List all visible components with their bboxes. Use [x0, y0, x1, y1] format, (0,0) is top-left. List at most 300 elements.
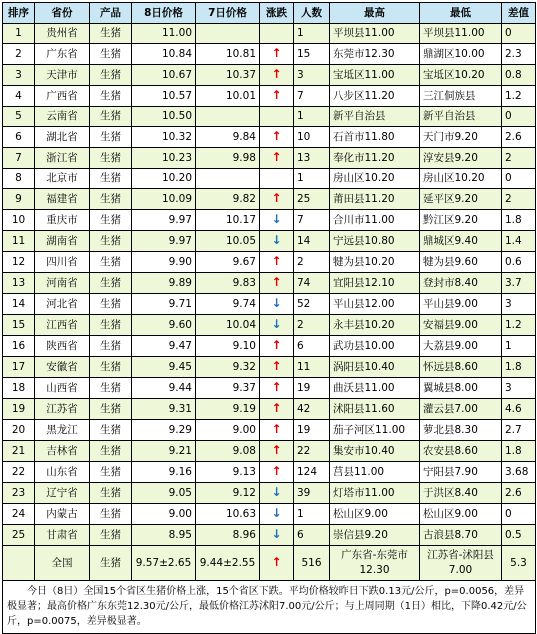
down-arrow-icon: ↓ — [271, 506, 282, 520]
down-arrow-icon: ↓ — [271, 212, 282, 226]
header-diff: 差值 — [502, 3, 536, 24]
price-8-cell: 9.60 — [132, 315, 196, 336]
province-cell: 陕西省 — [35, 336, 90, 357]
price-7-cell: 9.67 — [196, 252, 260, 273]
diff-cell: 0.5 — [502, 525, 536, 546]
trend-cell — [260, 65, 294, 86]
table-row — [3, 504, 536, 525]
low-cell: 平山县9.00 — [420, 294, 502, 315]
count-cell: 6 — [294, 336, 330, 357]
product-cell: 生猪 — [90, 189, 132, 210]
product-cell: 生猪 — [90, 210, 132, 231]
rank-cell: 13 — [3, 273, 35, 294]
count-cell: 2 — [294, 315, 330, 336]
rank-cell: 24 — [3, 504, 35, 525]
rank-cell: 9 — [3, 189, 35, 210]
up-arrow-icon: ↑ — [271, 150, 282, 164]
product-cell: 生猪 — [90, 483, 132, 504]
trend-cell — [260, 462, 294, 483]
diff-cell: 0 — [502, 169, 536, 189]
province-cell: 黑龙江 — [35, 420, 90, 441]
high-cell: 平坝县11.00 — [330, 24, 420, 44]
price-7-cell — [196, 107, 260, 127]
total-trend — [260, 546, 294, 581]
province-cell: 江西省 — [35, 315, 90, 336]
down-arrow-icon: ↓ — [271, 317, 282, 331]
total-row — [3, 546, 536, 581]
header-trend: 涨跌 — [260, 3, 294, 24]
price-7-cell: 9.08 — [196, 441, 260, 462]
low-cell: 大荔县9.00 — [420, 336, 502, 357]
trend-cell — [260, 399, 294, 420]
diff-cell: 0.8 — [502, 65, 536, 86]
high-cell: 石首市11.80 — [330, 127, 420, 148]
price-8-cell: 10.67 — [132, 65, 196, 86]
trend-cell — [260, 86, 294, 107]
high-cell: 房山区10.20 — [330, 169, 420, 189]
up-arrow-icon: ↑ — [271, 254, 282, 268]
rank-cell: 4 — [3, 86, 35, 107]
diff-cell: 1.8 — [502, 357, 536, 378]
price-table — [2, 2, 536, 634]
product-cell: 生猪 — [90, 294, 132, 315]
trend-cell — [260, 169, 294, 189]
low-cell: 宝坻区10.20 — [420, 65, 502, 86]
diff-cell: 1.2 — [502, 315, 536, 336]
high-cell: 八步区11.20 — [330, 86, 420, 107]
high-cell: 武功县10.00 — [330, 336, 420, 357]
summary-cell — [3, 581, 536, 634]
trend-cell — [260, 252, 294, 273]
count-cell: 74 — [294, 273, 330, 294]
table-row — [3, 483, 536, 504]
price-7-cell: 10.81 — [196, 44, 260, 65]
table-header-row — [3, 3, 536, 24]
up-arrow-icon: ↑ — [271, 443, 282, 457]
table-row — [3, 273, 536, 294]
product-cell: 生猪 — [90, 378, 132, 399]
low-cell: 古浪县8.70 — [420, 525, 502, 546]
header-price-7: 7日价格 — [196, 3, 260, 24]
province-cell: 广东省 — [35, 44, 90, 65]
product-cell: 生猪 — [90, 462, 132, 483]
low-cell: 三江侗族县 — [420, 86, 502, 107]
low-cell: 犍为县9.60 — [420, 252, 502, 273]
table-row — [3, 210, 536, 231]
table-row — [3, 525, 536, 546]
low-cell: 灌云县7.00 — [420, 399, 502, 420]
low-cell: 松山区9.00 — [420, 504, 502, 525]
table-row — [3, 378, 536, 399]
rank-cell: 15 — [3, 315, 35, 336]
high-cell: 灯塔市11.00 — [330, 483, 420, 504]
price-7-cell: 10.63 — [196, 504, 260, 525]
rank-cell: 12 — [3, 252, 35, 273]
diff-cell: 3 — [502, 294, 536, 315]
table-row — [3, 231, 536, 252]
product-cell: 生猪 — [90, 44, 132, 65]
price-8-cell: 9.29 — [132, 420, 196, 441]
table-row — [3, 315, 536, 336]
count-cell: 39 — [294, 483, 330, 504]
trend-cell — [260, 315, 294, 336]
high-cell: 茄子河区11.00 — [330, 420, 420, 441]
up-arrow-icon: ↑ — [271, 380, 282, 394]
table-row — [3, 189, 536, 210]
diff-cell: 0.6 — [502, 252, 536, 273]
price-8-cell: 9.16 — [132, 462, 196, 483]
low-cell: 新平自治县 — [420, 107, 502, 127]
down-arrow-icon: ↓ — [271, 485, 282, 499]
product-cell: 生猪 — [90, 169, 132, 189]
province-cell: 江苏省 — [35, 399, 90, 420]
count-cell: 25 — [294, 189, 330, 210]
price-7-cell: 9.32 — [196, 357, 260, 378]
low-cell: 安福县9.00 — [420, 315, 502, 336]
trend-cell — [260, 273, 294, 294]
price-7-cell: 10.04 — [196, 315, 260, 336]
product-cell: 生猪 — [90, 107, 132, 127]
trend-cell — [260, 378, 294, 399]
province-cell: 湖南省 — [35, 231, 90, 252]
price-7-cell: 9.12 — [196, 483, 260, 504]
up-arrow-icon: ↑ — [271, 129, 282, 143]
count-cell: 124 — [294, 462, 330, 483]
product-cell: 生猪 — [90, 525, 132, 546]
product-cell: 生猪 — [90, 273, 132, 294]
trend-cell — [260, 210, 294, 231]
high-cell: 崇信县9.20 — [330, 525, 420, 546]
count-cell: 1 — [294, 169, 330, 189]
price-8-cell: 9.21 — [132, 441, 196, 462]
up-arrow-icon: ↑ — [271, 359, 282, 373]
province-cell: 广西省 — [35, 86, 90, 107]
diff-cell: 2.6 — [502, 127, 536, 148]
product-cell: 生猪 — [90, 24, 132, 44]
header-price-8: 8日价格 — [132, 3, 196, 24]
price-7-cell: 9.19 — [196, 399, 260, 420]
table-row — [3, 441, 536, 462]
price-8-cell: 9.00 — [132, 504, 196, 525]
diff-cell: 3.68 — [502, 462, 536, 483]
count-cell: 1 — [294, 24, 330, 44]
total-price-8: 9.57±2.65 — [132, 546, 196, 581]
product-cell: 生猪 — [90, 336, 132, 357]
trend-cell — [260, 24, 294, 44]
count-cell: 7 — [294, 210, 330, 231]
high-cell: 松山区9.00 — [330, 504, 420, 525]
header-rank: 排序 — [3, 3, 35, 24]
count-cell: 14 — [294, 231, 330, 252]
up-arrow-icon: ↑ — [271, 422, 282, 436]
table-row — [3, 44, 536, 65]
province-cell: 重庆市 — [35, 210, 90, 231]
count-cell: 10 — [294, 127, 330, 148]
diff-cell: 2.6 — [502, 483, 536, 504]
rank-cell: 14 — [3, 294, 35, 315]
high-cell: 平山县12.00 — [330, 294, 420, 315]
rank-cell: 10 — [3, 210, 35, 231]
table-row — [3, 399, 536, 420]
price-8-cell: 10.09 — [132, 189, 196, 210]
price-7-cell: 10.37 — [196, 65, 260, 86]
high-cell: 涡阳县10.40 — [330, 357, 420, 378]
province-cell: 内蒙古 — [35, 504, 90, 525]
province-cell: 湖北省 — [35, 127, 90, 148]
trend-cell — [260, 148, 294, 169]
up-arrow-icon: ↑ — [271, 401, 282, 415]
high-cell: 曲沃县11.00 — [330, 378, 420, 399]
price-7-cell: 9.98 — [196, 148, 260, 169]
summary-text: 今日（8日）全国15个省区生猪价格上涨，15个省区下跌。平均价格较昨日下跌0.13元/公斤，p=0.0056，差异极显著；最高价格广东东莞12.30元/公斤，最低价格江苏沭阳7.00元/公斤；与上周同期（1日）相比，下降0.42元/公斤，p=0.0075，差异极显著。 — [7, 586, 527, 627]
trend-cell — [260, 441, 294, 462]
price-7-cell: 8.96 — [196, 525, 260, 546]
price-8-cell: 9.89 — [132, 273, 196, 294]
price-8-cell: 9.45 — [132, 357, 196, 378]
count-cell: 1 — [294, 504, 330, 525]
total-diff: 5.3 — [502, 546, 536, 581]
price-8-cell: 10.50 — [132, 107, 196, 127]
price-8-cell: 10.20 — [132, 169, 196, 189]
product-cell: 生猪 — [90, 420, 132, 441]
diff-cell: 4.6 — [502, 399, 536, 420]
diff-cell: 1.4 — [502, 231, 536, 252]
count-cell: 3 — [294, 65, 330, 86]
total-low: 江苏省-沭阳县7.00 — [420, 546, 502, 581]
trend-cell — [260, 420, 294, 441]
trend-cell — [260, 504, 294, 525]
product-cell: 生猪 — [90, 148, 132, 169]
high-cell: 宜阳县12.10 — [330, 273, 420, 294]
rank-cell: 2 — [3, 44, 35, 65]
count-cell: 52 — [294, 294, 330, 315]
trend-cell — [260, 127, 294, 148]
total-count: 516 — [294, 546, 330, 581]
count-cell: 22 — [294, 441, 330, 462]
price-8-cell: 9.90 — [132, 252, 196, 273]
low-cell: 翼城县8.00 — [420, 378, 502, 399]
diff-cell: 1.8 — [502, 441, 536, 462]
province-cell: 浙江省 — [35, 148, 90, 169]
rank-cell: 5 — [3, 107, 35, 127]
province-cell: 四川省 — [35, 252, 90, 273]
province-cell: 河南省 — [35, 273, 90, 294]
total-label: 全国 — [35, 546, 90, 581]
header-count: 人数 — [294, 3, 330, 24]
table-row — [3, 86, 536, 107]
price-8-cell: 10.23 — [132, 148, 196, 169]
high-cell: 沭阳县11.60 — [330, 399, 420, 420]
low-cell: 农安县8.60 — [420, 441, 502, 462]
price-7-cell: 9.83 — [196, 273, 260, 294]
price-7-cell: 9.00 — [196, 420, 260, 441]
product-cell: 生猪 — [90, 357, 132, 378]
down-arrow-icon: ↓ — [271, 527, 282, 541]
rank-cell: 20 — [3, 420, 35, 441]
total-high: 广东省-东莞市12.30 — [330, 546, 420, 581]
diff-cell: 2 — [502, 189, 536, 210]
price-7-cell: 9.10 — [196, 336, 260, 357]
rank-cell: 7 — [3, 148, 35, 169]
low-cell: 淳安县9.20 — [420, 148, 502, 169]
product-cell: 生猪 — [90, 504, 132, 525]
low-cell: 于洪区8.40 — [420, 483, 502, 504]
product-cell: 生猪 — [90, 86, 132, 107]
province-cell: 辽宁省 — [35, 483, 90, 504]
rank-cell: 16 — [3, 336, 35, 357]
high-cell: 集安市10.40 — [330, 441, 420, 462]
price-8-cell: 9.97 — [132, 210, 196, 231]
rank-cell: 25 — [3, 525, 35, 546]
diff-cell: 2.3 — [502, 44, 536, 65]
product-cell: 生猪 — [90, 65, 132, 86]
province-cell: 福建省 — [35, 189, 90, 210]
price-8-cell: 11.00 — [132, 24, 196, 44]
province-cell: 天津市 — [35, 65, 90, 86]
diff-cell: 3 — [502, 378, 536, 399]
low-cell: 平坝县11.00 — [420, 24, 502, 44]
province-cell: 云南省 — [35, 107, 90, 127]
trend-cell — [260, 294, 294, 315]
table-row — [3, 107, 536, 127]
table-row — [3, 462, 536, 483]
count-cell: 7 — [294, 86, 330, 107]
rank-cell: 6 — [3, 127, 35, 148]
up-arrow-icon: ↑ — [271, 338, 282, 352]
high-cell: 永丰县10.20 — [330, 315, 420, 336]
rank-cell: 23 — [3, 483, 35, 504]
total-price-7: 9.44±2.55 — [196, 546, 260, 581]
high-cell: 宁远县10.80 — [330, 231, 420, 252]
up-arrow-icon: ↑ — [271, 67, 282, 81]
high-cell: 犍为县10.20 — [330, 252, 420, 273]
low-cell: 鼎湖区10.00 — [420, 44, 502, 65]
count-cell: 1 — [294, 107, 330, 127]
header-low: 最低 — [420, 3, 502, 24]
rank-cell: 11 — [3, 231, 35, 252]
table-row — [3, 24, 536, 44]
high-cell: 宝坻区11.00 — [330, 65, 420, 86]
diff-cell: 1.2 — [502, 86, 536, 107]
low-cell: 宁阳县7.90 — [420, 462, 502, 483]
price-8-cell: 9.47 — [132, 336, 196, 357]
price-7-cell: 10.05 — [196, 231, 260, 252]
total-product: 生猪 — [90, 546, 132, 581]
rank-cell: 1 — [3, 24, 35, 44]
product-cell: 生猪 — [90, 231, 132, 252]
header-product: 产品 — [90, 3, 132, 24]
price-8-cell: 9.31 — [132, 399, 196, 420]
low-cell: 登封市8.40 — [420, 273, 502, 294]
price-7-cell: 9.82 — [196, 189, 260, 210]
low-cell: 怀远县8.60 — [420, 357, 502, 378]
down-arrow-icon: ↓ — [271, 296, 282, 310]
high-cell: 莆田县11.20 — [330, 189, 420, 210]
product-cell: 生猪 — [90, 252, 132, 273]
low-cell: 天门市9.20 — [420, 127, 502, 148]
price-7-cell: 9.84 — [196, 127, 260, 148]
table-row — [3, 336, 536, 357]
low-cell: 萝北县8.30 — [420, 420, 502, 441]
trend-cell — [260, 336, 294, 357]
trend-cell — [260, 44, 294, 65]
price-8-cell: 9.05 — [132, 483, 196, 504]
province-cell: 山东省 — [35, 462, 90, 483]
up-arrow-icon: ↑ — [271, 88, 282, 102]
table-row — [3, 420, 536, 441]
table-row — [3, 252, 536, 273]
rank-cell: 8 — [3, 169, 35, 189]
province-cell: 甘肃省 — [35, 525, 90, 546]
province-cell: 吉林省 — [35, 441, 90, 462]
up-arrow-icon: ↑ — [271, 191, 282, 205]
summary-row — [3, 581, 536, 634]
price-8-cell: 9.97 — [132, 231, 196, 252]
price-8-cell: 8.95 — [132, 525, 196, 546]
up-arrow-icon: ↑ — [271, 555, 282, 569]
price-8-cell: 10.32 — [132, 127, 196, 148]
diff-cell: 1.8 — [502, 210, 536, 231]
price-8-cell: 10.57 — [132, 86, 196, 107]
diff-cell: 2.7 — [502, 420, 536, 441]
high-cell: 合川市11.00 — [330, 210, 420, 231]
diff-cell: 0 — [502, 107, 536, 127]
table-row — [3, 357, 536, 378]
trend-cell — [260, 107, 294, 127]
trend-cell — [260, 357, 294, 378]
up-arrow-icon: ↑ — [271, 46, 282, 60]
table-row — [3, 294, 536, 315]
province-cell: 河北省 — [35, 294, 90, 315]
trend-cell — [260, 231, 294, 252]
rank-cell: 18 — [3, 378, 35, 399]
table-row — [3, 127, 536, 148]
high-cell: 莒县11.00 — [330, 462, 420, 483]
trend-cell — [260, 189, 294, 210]
up-arrow-icon: ↑ — [271, 464, 282, 478]
province-cell: 北京市 — [35, 169, 90, 189]
price-7-cell: 9.37 — [196, 378, 260, 399]
product-cell: 生猪 — [90, 127, 132, 148]
count-cell: 11 — [294, 357, 330, 378]
rank-cell: 21 — [3, 441, 35, 462]
price-8-cell: 10.84 — [132, 44, 196, 65]
high-cell: 东莞市12.30 — [330, 44, 420, 65]
rank-cell: 17 — [3, 357, 35, 378]
product-cell: 生猪 — [90, 441, 132, 462]
diff-cell: 0 — [502, 24, 536, 44]
province-cell: 安徽省 — [35, 357, 90, 378]
rank-cell: 22 — [3, 462, 35, 483]
price-7-cell: 9.74 — [196, 294, 260, 315]
diff-cell: 0 — [502, 504, 536, 525]
price-7-cell: 10.01 — [196, 86, 260, 107]
count-cell: 15 — [294, 44, 330, 65]
total-rank — [3, 546, 35, 581]
high-cell: 新平自治县 — [330, 107, 420, 127]
count-cell: 19 — [294, 378, 330, 399]
up-arrow-icon: ↑ — [271, 275, 282, 289]
table-row — [3, 148, 536, 169]
diff-cell: 3.7 — [502, 273, 536, 294]
trend-cell — [260, 483, 294, 504]
count-cell: 42 — [294, 399, 330, 420]
province-cell: 山西省 — [35, 378, 90, 399]
product-cell: 生猪 — [90, 315, 132, 336]
low-cell: 延平区9.20 — [420, 189, 502, 210]
price-7-cell — [196, 24, 260, 44]
low-cell: 房山区10.20 — [420, 169, 502, 189]
